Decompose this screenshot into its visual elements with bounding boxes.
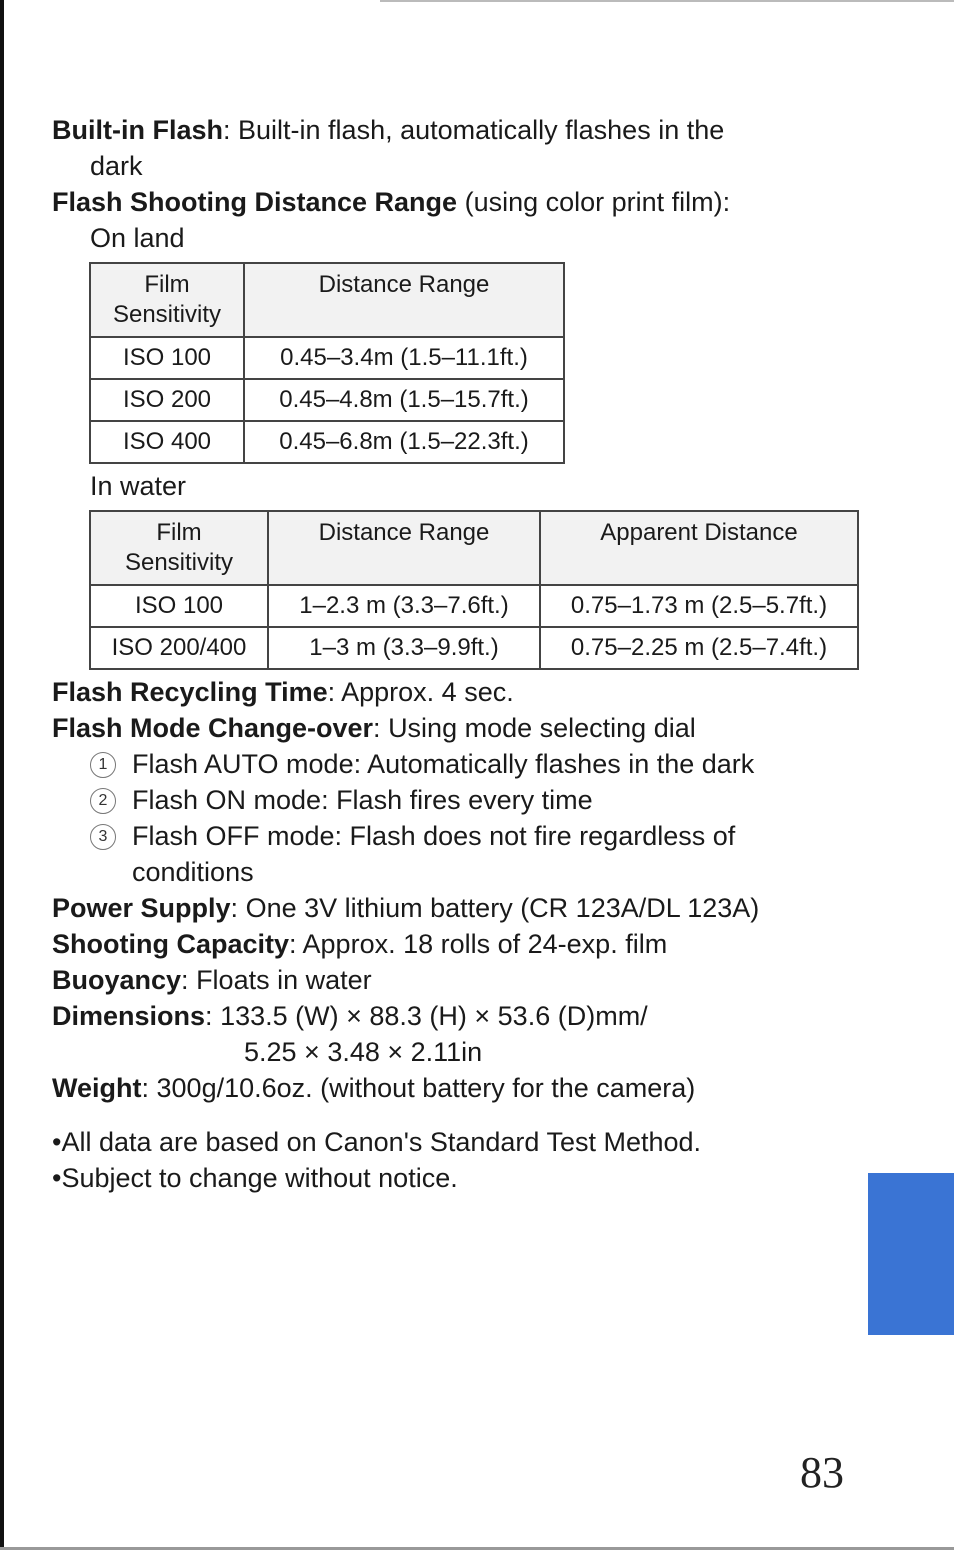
mode-item-text: Flash OFF mode: Flash does not fire regardless of conditions	[132, 821, 736, 887]
mode-item-text: Flash AUTO mode: Automatically flashes in the dark	[132, 749, 755, 779]
spec-content	[52, 112, 872, 1196]
spec-value: 133.5 (W) × 88.3 (H) × 53.6 (D)mm/	[220, 1001, 648, 1031]
cell-distance: 0.45–4.8m (1.5–15.7ft.)	[244, 379, 564, 421]
cell-apparent: 0.75–1.73 m (2.5–5.7ft.)	[540, 585, 858, 627]
circled-number-icon: 2	[90, 788, 116, 814]
spec-label: Flash Recycling Time	[52, 677, 328, 707]
table-row	[90, 337, 564, 379]
header-film-sensitivity: Film Sensitivity	[90, 511, 268, 585]
table-row	[90, 627, 858, 669]
page-binding-edge	[0, 0, 4, 1550]
land-caption: On land	[90, 223, 185, 253]
spec-value-cont: dark	[90, 151, 143, 181]
spec-label: Flash Mode Change-over	[52, 713, 374, 743]
cell-sensitivity: ISO 100	[90, 585, 268, 627]
footnotes	[52, 1124, 872, 1196]
footnote: •All data are based on Canon's Standard Test Method.	[52, 1127, 702, 1157]
spec-value: Approx. 4 sec.	[341, 677, 514, 707]
mode-item	[52, 746, 872, 782]
spec-value: One 3V lithium battery (CR 123A/DL 123A)	[245, 893, 760, 923]
circled-number-icon: 3	[90, 824, 116, 850]
spec-value: Using mode selecting dial	[388, 713, 696, 743]
dimensions-spec-cont	[52, 1034, 872, 1070]
cell-sensitivity: ISO 200/400	[90, 627, 268, 669]
distance-range-spec	[52, 184, 872, 220]
cell-sensitivity: ISO 200	[90, 379, 244, 421]
spec-note: (using color print film):	[464, 187, 731, 217]
header-distance-range: Distance Range	[244, 263, 564, 337]
spec-value: Approx. 18 rolls of 24-exp. film	[302, 929, 668, 959]
buoyancy-spec: Buoyancy: Floats in water	[52, 965, 372, 995]
recycling-time-spec: Flash Recycling Time: Approx. 4 sec.	[52, 677, 514, 707]
shooting-capacity-spec: Shooting Capacity: Approx. 18 rolls of 24-exp. film	[52, 929, 668, 959]
spec-value: 300g/10.6oz. (without battery for the camera)	[156, 1073, 696, 1103]
mode-item-text: Flash ON mode: Flash fires every time	[132, 785, 593, 815]
power-supply-spec: Power Supply: One 3V lithium battery (CR 123A/DL 123A)	[52, 893, 760, 923]
table-row	[90, 585, 858, 627]
water-caption: In water	[90, 471, 187, 501]
table-header-row	[90, 511, 858, 585]
footnote: •Subject to change without notice.	[52, 1163, 458, 1193]
section-thumb-tab	[868, 1173, 954, 1335]
cell-sensitivity: ISO 400	[90, 421, 244, 463]
mode-item	[52, 782, 872, 818]
circled-number-icon: 1	[90, 752, 116, 778]
cell-apparent: 0.75–2.25 m (2.5–7.4ft.)	[540, 627, 858, 669]
spec-label: Weight	[52, 1073, 142, 1103]
water-range-table	[89, 510, 859, 670]
weight-spec: Weight: 300g/10.6oz. (without battery for the camera)	[52, 1073, 696, 1103]
mode-item	[52, 818, 812, 890]
built-in-flash-spec: Built-in Flash: Built-in flash, automatically flashes in the	[52, 115, 725, 145]
cell-distance: 1–3 m (3.3–9.9ft.)	[268, 627, 540, 669]
header-distance-range: Distance Range	[268, 511, 540, 585]
page-number: 83	[800, 1448, 844, 1497]
cell-sensitivity: ISO 100	[90, 337, 244, 379]
spec-value: Floats in water	[196, 965, 372, 995]
spec-label: Built-in Flash	[52, 115, 223, 145]
spec-label: Power Supply	[52, 893, 231, 923]
spec-label: Flash Shooting Distance Range	[52, 187, 458, 217]
cell-distance: 0.45–6.8m (1.5–22.3ft.)	[244, 421, 564, 463]
spec-value-cont: 5.25 × 3.48 × 2.11in	[244, 1037, 483, 1067]
header-film-sensitivity: Film Sensitivity	[90, 263, 244, 337]
mode-changeover-spec: Flash Mode Change-over: Using mode selecting dial	[52, 713, 696, 743]
table-row	[90, 379, 564, 421]
spec-value: Built-in flash, automatically flashes in the	[238, 115, 725, 145]
cell-distance: 0.45–3.4m (1.5–11.1ft.)	[244, 337, 564, 379]
spec-label: Shooting Capacity	[52, 929, 290, 959]
header-apparent-distance: Apparent Distance	[540, 511, 858, 585]
table-row	[90, 421, 564, 463]
built-in-flash-spec-cont	[52, 148, 872, 184]
dimensions-spec: Dimensions: 133.5 (W) × 88.3 (H) × 53.6 (D)mm/	[52, 1001, 648, 1031]
cell-distance: 1–2.3 m (3.3–7.6ft.)	[268, 585, 540, 627]
land-range-table	[89, 262, 565, 464]
spec-label: Dimensions	[52, 1001, 206, 1031]
spec-label: Buoyancy	[52, 965, 182, 995]
table-header-row	[90, 263, 564, 337]
page-top-edge	[380, 0, 954, 2]
